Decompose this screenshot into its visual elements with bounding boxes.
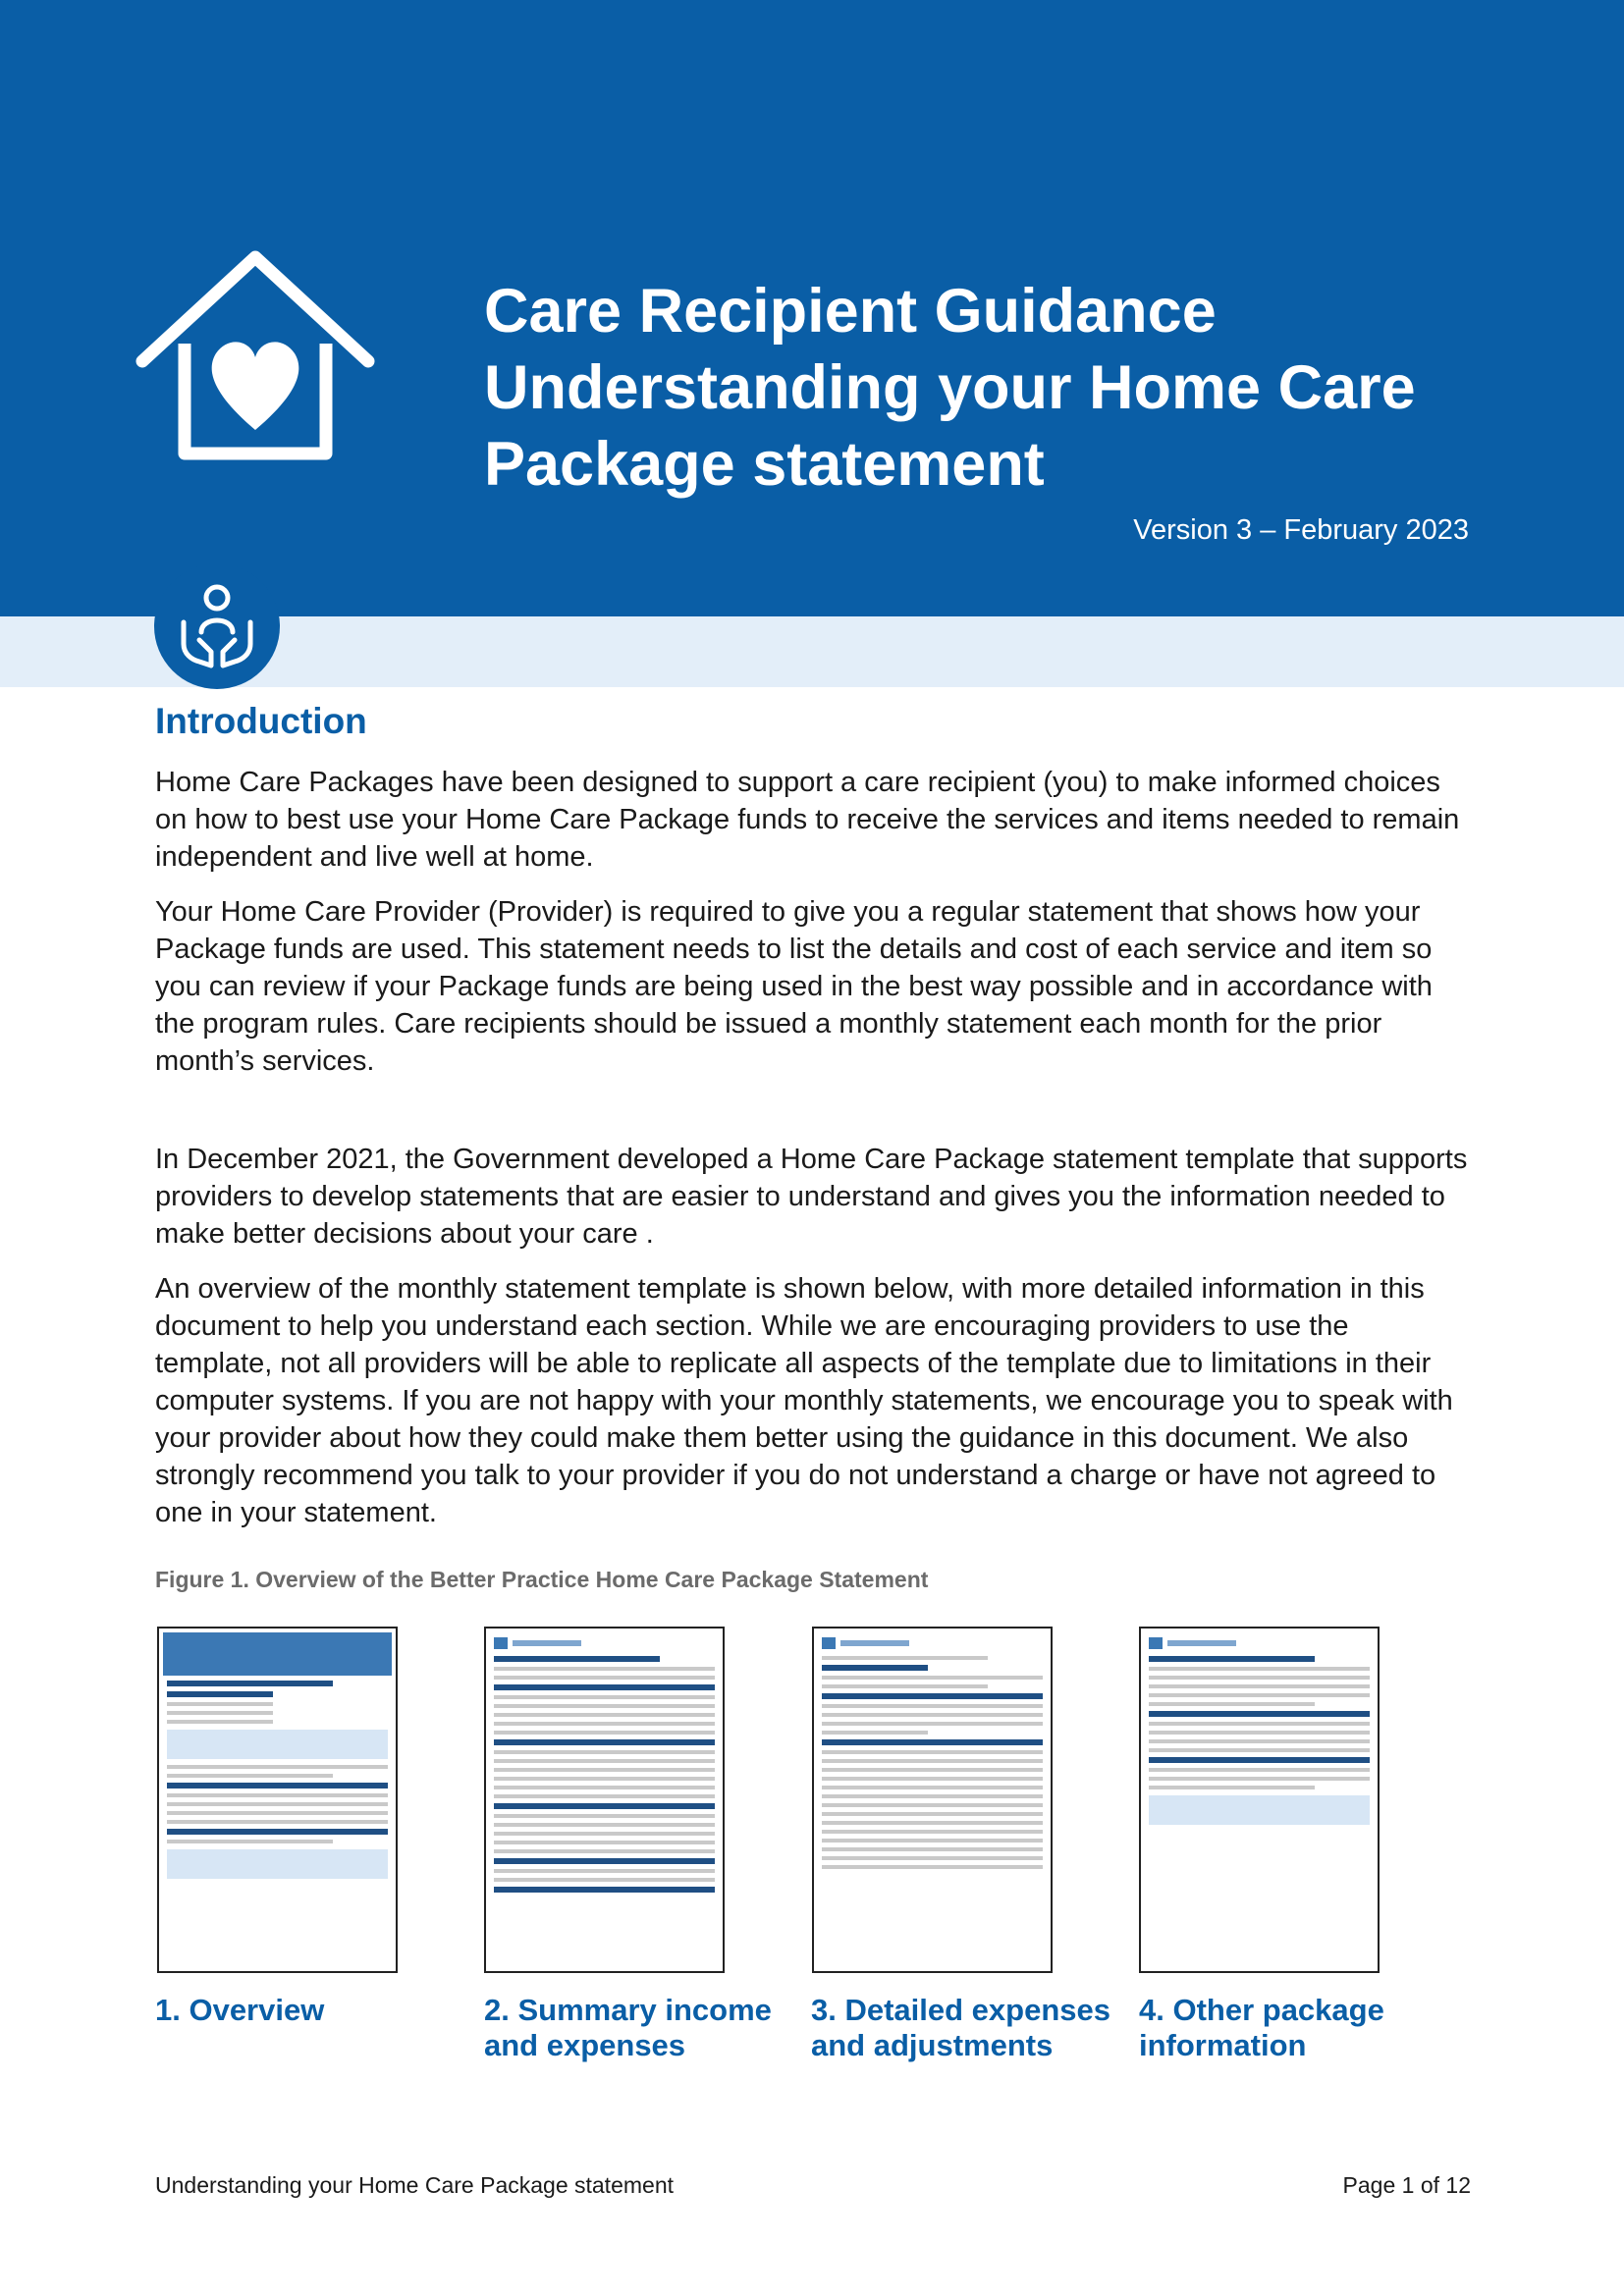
figure-thumbnail-other-info xyxy=(1139,1627,1380,1973)
title-line-2: Understanding your Home Care xyxy=(484,353,1416,422)
person-hands-badge xyxy=(154,563,280,689)
figure-thumbnail-summary xyxy=(484,1627,725,1973)
house-heart-icon xyxy=(133,245,378,461)
figure-caption: Figure 1. Overview of the Better Practice Home Care Package Statement xyxy=(155,1567,929,1592)
title-line-1: Care Recipient Guidance xyxy=(484,277,1217,346)
footer-page-number: Page 1 of 12 xyxy=(1342,2172,1471,2198)
page-title xyxy=(484,273,1584,503)
version-label: Version 3 – February 2023 xyxy=(1133,514,1469,546)
figure-thumbnail-overview xyxy=(157,1627,398,1973)
figure-label-detailed: 3. Detailed expenses and adjustments xyxy=(811,1993,1110,2062)
figure-label-other-info: 4. Other package information xyxy=(1139,1993,1384,2062)
person-hands-icon xyxy=(178,583,256,669)
figure-label-overview: 1. Overview xyxy=(155,1993,325,2027)
intro-section xyxy=(155,695,1471,1549)
intro-heading: Introduction xyxy=(155,701,367,741)
figure-thumbnail-detailed xyxy=(812,1627,1053,1973)
footer-doc-title: Understanding your Home Care Package statement xyxy=(155,2172,675,2198)
figure-label-summary: 2. Summary income and expenses xyxy=(484,1993,772,2062)
intro-paragraph-3: In December 2021, the Government developed a Home Care Package statement template that supports providers to develop statements that are easier to understand and gives you the information needed to make better decisions about your care . xyxy=(155,1144,1468,1250)
intro-paragraph-2: Your Home Care Provider (Provider) is required to give you a regular statement that shows how your Package funds are used. This statement needs to list the details and cost of each service and item so you can review if your Package funds are being used in the best way possible and in accordance with the program rules. Care recipients should be issued a monthly statement each month for the prior month’s services. xyxy=(155,896,1433,1077)
title-line-3: Package statement xyxy=(484,430,1045,499)
intro-paragraph-4: An overview of the monthly statement template is shown below, with more detailed information in this document to help you understand each section. While we are encouraging providers to use the template, not all providers will be able to replicate all aspects of the template due to limitations in their computer systems. If you are not happy with your monthly statements, we encourage you to speak with your provider about how they could make them better using the guidance in this document. We also strongly recommend you talk to your provider if you do not understand a charge or have not agreed to one in your statement. xyxy=(155,1273,1453,1528)
intro-paragraph-1: Home Care Packages have been designed to support a care recipient (you) to make informed choices on how to best use your Home Care Package funds to receive the services and items needed to remain independent and live well at home. xyxy=(155,767,1460,873)
